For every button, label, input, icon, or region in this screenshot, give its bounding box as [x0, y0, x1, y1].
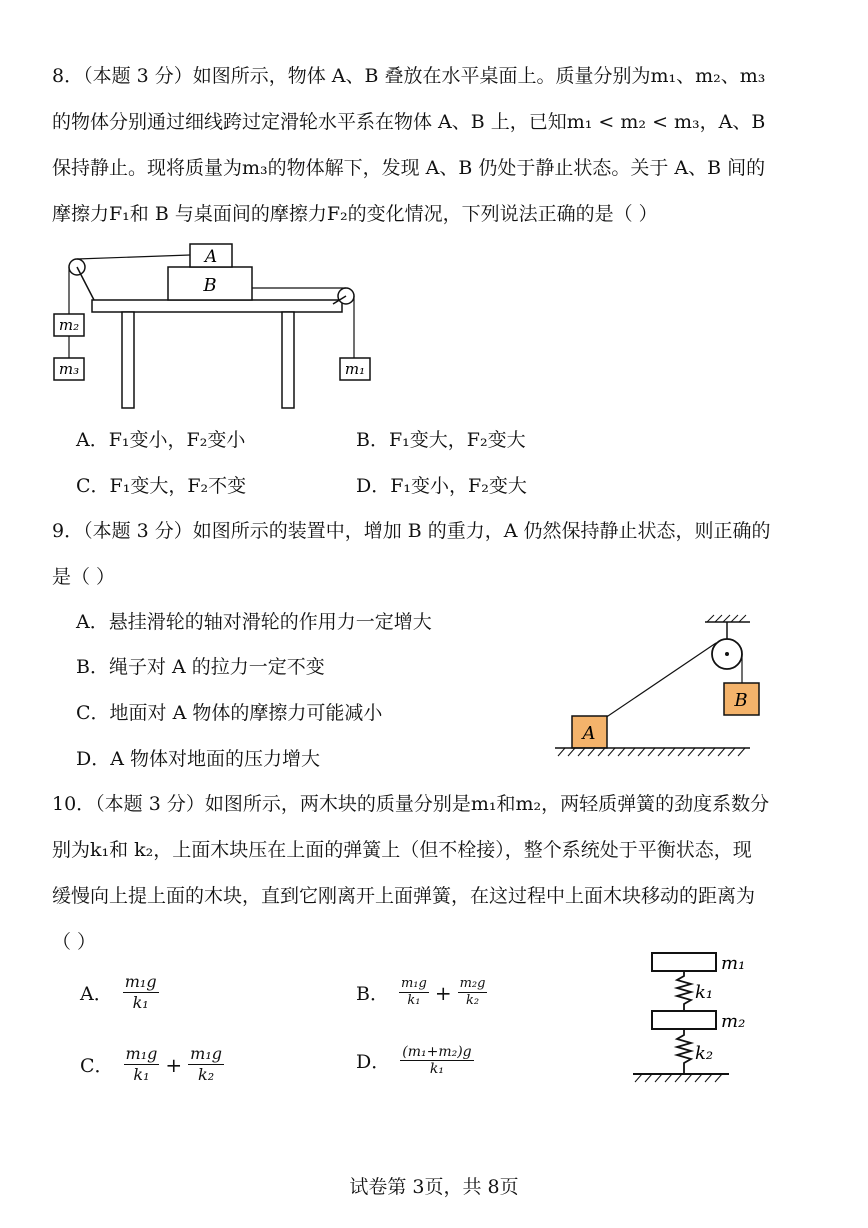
q10-option-a[interactable]: A． $\frac{\text{m₁g}}{\text{k₁}}$	[80, 972, 157, 1012]
q8-option-a[interactable]: A．F₁变小，F₂变小	[76, 429, 246, 451]
q10-option-b[interactable]: B． $\frac{\text{m₁g}}{\text{k₁}}$ + $\frac{\text{m₂g}}{\text{k₂}}$	[356, 976, 486, 1008]
q9-figure	[550, 614, 780, 764]
q9-option-d[interactable]: D．A 物体对地面的压力增大	[76, 748, 320, 770]
q8-stem-line-1: 8．（本题 3 分）如图所示，物体 A、B 叠放在水平桌面上。质量分别为m₁、m₂、m₃	[52, 65, 766, 87]
fraction: $\frac{\text{m₂g}}{\text{k₂}}$	[459, 976, 486, 1008]
page-footer: 试卷第 3页，共 8页	[349, 1176, 519, 1198]
q10-fig-label-m2: m₂	[721, 1011, 746, 1032]
q8-stem-line-3: 保持静止。现将质量为m₃的物体解下，发现 A、B 仍处于静止状态。关于 A、B 间的	[52, 157, 766, 179]
q10-stem-line-2: 别为k₁和 k₂，上面木块压在上面的弹簧上（但不栓接），整个系统处于平衡状态，现	[52, 839, 752, 861]
q8-fig-label-m2: m₂	[58, 316, 80, 334]
q8-figure	[50, 238, 380, 413]
q8-option-c[interactable]: C．F₁变大，F₂不变	[76, 475, 247, 497]
q8-stem-line-2: 的物体分别通过细线跨过定滑轮水平系在物体 A、B 上，已知m₁ < m₂ < m₃，A、B	[52, 111, 766, 133]
q10-option-c[interactable]: C． $\frac{\text{m₁g}}{\text{k₁}}$ + $\frac{\text{m₁g}}{\text{k₂}}$	[80, 1044, 222, 1084]
fraction: $\frac{\text{m₁g}}{\text{k₂}}$	[190, 1044, 222, 1084]
q8-option-d[interactable]: D．F₁变小，F₂变大	[356, 475, 527, 497]
q10-stem-line-3: 缓慢向上提上面的木块，直到它刚离开上面弹簧，在这过程中上面木块移动的距离为	[52, 885, 756, 907]
q9-fig-label-a: A	[582, 723, 596, 744]
fraction: $\frac{\text{m₁g}}{\text{k₁}}$	[125, 1044, 158, 1084]
q10-fig-label-k1: k₁	[695, 982, 714, 1003]
q8-fig-label-b: B	[203, 275, 217, 296]
q9-option-c[interactable]: C．地面对 A 物体的摩擦力可能减小	[76, 702, 383, 724]
q10-figure	[625, 945, 775, 1095]
q9-option-b[interactable]: B．绳子对 A 的拉力一定不变	[76, 656, 325, 678]
q8-fig-label-m3: m₃	[58, 360, 80, 378]
q8-option-b[interactable]: B．F₁变大，F₂变大	[356, 429, 526, 451]
fraction: $\frac{\text{(m₁+m₂)g}}{\text{k₁}}$	[402, 1044, 472, 1077]
fraction: $\frac{\text{m₁g}}{\text{k₁}}$	[400, 976, 427, 1008]
q10-fig-label-m1: m₁	[721, 953, 746, 974]
q8-stem-line-4: 摩擦力F₁和 B 与桌面间的摩擦力F₂的变化情况，下列说法正确的是（ ）	[52, 203, 658, 225]
q8-fig-label-a: A	[204, 247, 218, 267]
q9-stem-line-1: 9．（本题 3 分）如图所示的装置中，增加 B 的重力，A 仍然保持静止状态，则正确的	[52, 520, 771, 542]
q9-option-a[interactable]: A．悬挂滑轮的轴对滑轮的作用力一定增大	[76, 611, 432, 633]
q10-fig-label-k2: k₂	[695, 1043, 714, 1064]
q9-stem-line-2: 是（ ）	[52, 566, 116, 588]
q10-stem-line-1: 10．（本题 3 分）如图所示，两木块的质量分别是m₁和m₂，两轻质弹簧的劲度系数分	[52, 793, 770, 815]
q9-fig-label-b: B	[734, 690, 748, 711]
q10-stem-line-4: （ ）	[52, 931, 97, 953]
fraction: $\frac{\text{m₁g}}{\text{k₁}}$	[124, 972, 157, 1012]
q8-fig-label-m1: m₁	[344, 360, 366, 378]
q10-option-d[interactable]: D． $\frac{\text{(m₁+m₂)g}}{\text{k₁}}$	[356, 1044, 472, 1077]
